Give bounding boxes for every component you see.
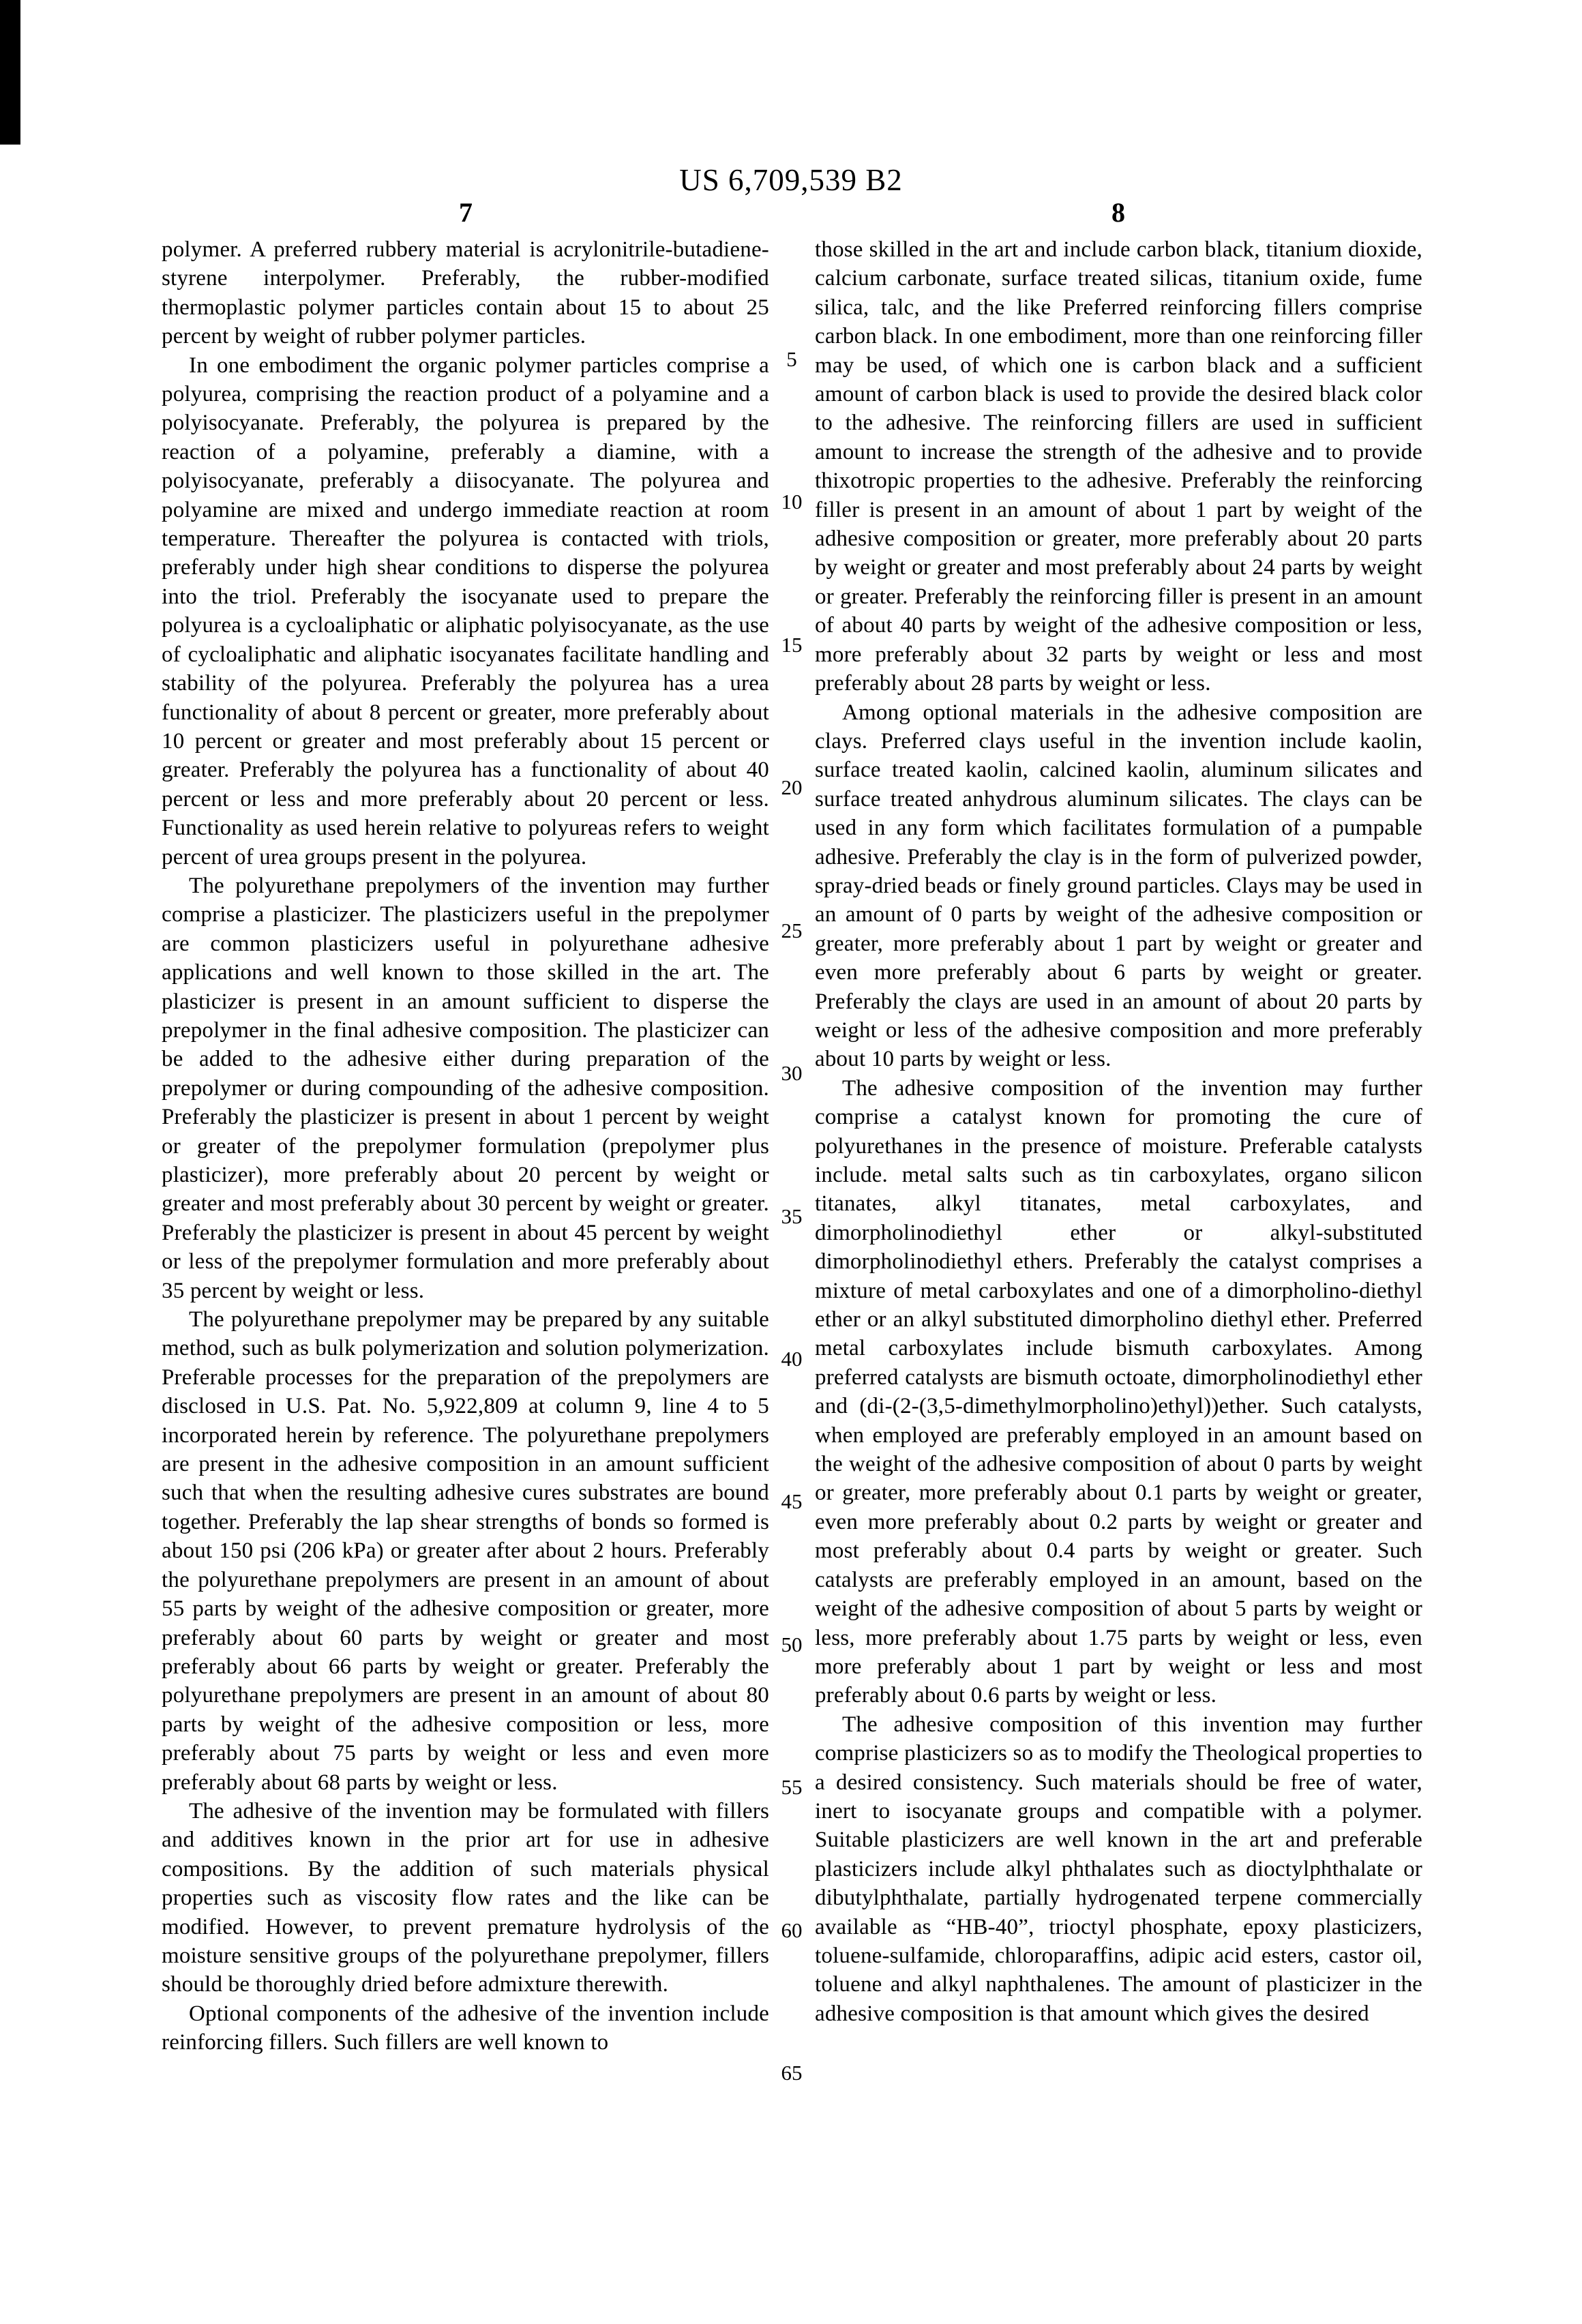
line-number-marker: 25	[781, 919, 803, 942]
line-number-marker: 5	[786, 347, 797, 371]
line-number-marker: 20	[781, 775, 803, 799]
paragraph: Optional components of the adhesive of the invention include reinforcing fillers. Such fillers are well known to	[162, 2001, 769, 2055]
paragraph: The adhesive composition of this invention may further comprise plasticizers so as to modify the Theological properties to a desired consistency. Such materials should be free of water, inert to isocyanate groups and compatible with a polymer. Suitable plasticizers are well known in the art and preferable plasticizers include alkyl phthalates such as dioctylphthalate or dibutylphthalate, partially hydrogenated terpene commercially available as “HB-40”, trioctyl phosphate, epoxy plasticizers, toluene-sulfamide, chloroparaffins, adipic acid esters, castor oil, toluene and alkyl naphthalenes. The amount of plasticizer in the adhesive composition is that amount which gives the desired	[815, 1712, 1422, 2026]
paragraph: polymer. A preferred rubbery material is acrylonitrile-butadiene-styrene interpolymer. Preferably, the rubber-modified thermoplastic polymer particles contain about 15 to about 25 percent by weight of rubber polymer particles.	[162, 237, 769, 349]
line-number-marker: 15	[781, 633, 803, 657]
line-number-marker: 45	[781, 1489, 803, 1513]
line-number-marker: 35	[781, 1204, 803, 1228]
line-number-marker: 50	[781, 1633, 803, 1656]
line-number-marker: 60	[781, 1918, 803, 1942]
paragraph: Among optional materials in the adhesive composition are clays. Preferred clays useful in the invention include kaolin, surface treated kaolin, calcined kaolin, aluminum silicates and surface treated anhydrous aluminum silicates. The clays can be used in any form which facilitates formulation of a pumpable adhesive. Preferably the clay is in the form of pulverized powder, spray-dried beads or finely ground particles. Clays may be used in an amount of 0 parts by weight of the adhesive composition or greater, more preferably about 1 part by weight or greater and even more preferably about 6 parts by weight or greater. Preferably the clays are used in an amount of about 20 parts by weight or less of the adhesive composition and more preferably about 10 parts by weight or less.	[815, 700, 1422, 1072]
paragraph: In one embodiment the organic polymer particles comprise a polyurea, comprising the reaction product of a polyamine and a polyisocyanate. Preferably, the polyurea is prepared by the reaction of a polyamine, preferably a diamine, with a polyisocyanate, preferably a diisocyanate. The polyurea and polyamine are mixed and undergo immediate reaction at room temperature. Thereafter the polyurea is contacted with triols, preferably under high shear conditions to disperse the polyurea into the triol. Preferably the isocyanate used to prepare the polyurea is a cycloaliphatic or aliphatic polyisocyanate, as the use of cycloaliphatic and aliphatic isocyanates facilitate handling and stability of the polyurea. Preferably the polyurea has a urea functionality of about 8 percent or greater, more preferably about 10 percent or greater and most preferably about 15 percent or greater. Preferably the polyurea has a functionality of about 40 percent or less and more preferably about 20 percent or less. Functionality as used herein relative to polyureas refers to weight percent of urea groups present in the polyurea.	[162, 353, 769, 869]
paragraph: The adhesive composition of the invention may further comprise a catalyst known for promoting the cure of polyurethanes in the presence of moisture. Preferable catalysts include. metal salts such as tin carboxylates, organo silicon titanates, alkyl titanates, metal carboxylates, and dimorpholinodiethyl ether or alkyl-substituted dimorpholinodiethyl ethers. Preferably the catalyst comprises a mixture of metal carboxylates and one of a dimorpholino-diethyl ether or an alkyl substituted dimorpholino diethyl ether. Preferred metal carboxylates include bismuth carboxylates. Among preferred catalysts are bismuth octoate, dimorpholinodiethyl ether and (di-(2-(3,5-dimethylmorpholino)ethyl))ether. Such catalysts, when employed are preferably employed in an amount based on the weight of the adhesive composition of about 0 parts by weight or greater, more preferably about 0.1 parts by weight or greater, even more preferably about 0.2 parts by weight or greater and most preferably about 0.4 parts by weight or greater. Such catalysts are preferably employed in an amount, based on the weight of the adhesive composition of about 5 parts by weight or less, more preferably about 1.75 parts by weight or less, even more preferably about 1 part by weight or less and most preferably about 0.6 parts by weight or less.	[815, 1075, 1422, 1708]
paragraph: The adhesive of the invention may be formulated with fillers and additives known in the prior art for use in adhesive compositions. By the addition of such materials physical properties such as viscosity flow rates and the like can be modified. However, to prevent premature hydrolysis of the moisture sensitive groups of the polyurethane prepolymer, fillers should be thoroughly dried before admixture therewith.	[162, 1798, 769, 1997]
left-column-text	[162, 235, 769, 2057]
line-number-marker: 65	[781, 2061, 803, 2085]
scan-edge-artifact	[0, 0, 20, 145]
column-number-left: 7	[459, 197, 473, 228]
line-number-marker: 10	[781, 490, 803, 513]
paragraph: The polyurethane prepolymers of the invention may further comprise a plasticizer. The plasticizers useful in the prepolymer are common plasticizers useful in polyurethane adhesive applications and well known to those skilled in the art. The plasticizer is present in an amount sufficient to disperse the prepolymer in the final adhesive composition. The plasticizer can be added to the adhesive either during preparation of the prepolymer or during compounding of the adhesive composition. Preferably the plasticizer is present in about 1 percent by weight or greater of the prepolymer formulation (prepolymer plus plasticizer), more preferably about 20 percent by weight or greater and most preferably about 30 percent by weight or greater. Preferably the plasticizer is present in about 45 percent by weight or less of the prepolymer formulation and more preferably about 35 percent by weight or less.	[162, 873, 769, 1303]
line-number-marker: 30	[781, 1061, 803, 1085]
column-number-right: 8	[1111, 197, 1125, 228]
right-column-text	[815, 235, 1422, 2028]
paragraph: The polyurethane prepolymer may be prepared by any suitable method, such as bulk polymerization and solution polymerization. Preferable processes for the preparation of the prepolymers are disclosed in U.S. Pat. No. 5,922,809 at column 9, line 4 to 5 incorporated herein by reference. The polyurethane prepolymers are present in the adhesive composition in an amount sufficient such that when the resulting adhesive cures substrates are bound together. Preferably the lap shear strengths of bonds so formed is about 150 psi (206 kPa) or greater after about 2 hours. Preferably the polyurethane prepolymers are present in an amount of about 55 parts by weight of the adhesive composition or greater, more preferably about 60 parts by weight or greater and most preferably about 66 parts by weight or greater. Preferably the polyurethane prepolymers are present in an amount of about 80 parts by weight of the adhesive composition or less, more preferably about 75 parts by weight or less and even more preferably about 68 parts by weight or less.	[162, 1307, 769, 1795]
line-number-marker: 40	[781, 1347, 803, 1371]
paragraph: those skilled in the art and include carbon black, titanium dioxide, calcium carbonate, surface treated silicas, titanium oxide, fume silica, talc, and the like Preferred reinforcing fillers comprise carbon black. In one embodiment, more than one reinforcing filler may be used, of which one is carbon black and a sufficient amount of carbon black is used to provide the desired black color to the adhesive. The reinforcing fillers are used in sufficient amount to increase the strength of the adhesive and to provide thixotropic properties to the adhesive. Preferably the reinforcing filler is present in an amount of about 1 part by weight of the adhesive composition or greater, more preferably about 20 parts by weight or greater and most preferably about 24 parts by weight or greater. Preferably the reinforcing filler is present in an amount of about 40 parts by weight of the adhesive composition or less, more preferably about 32 parts by weight or less and most preferably about 28 parts by weight or less.	[815, 237, 1422, 696]
patent-number-header: US 6,709,539 B2	[679, 163, 903, 197]
line-number-marker: 55	[781, 1775, 803, 1799]
